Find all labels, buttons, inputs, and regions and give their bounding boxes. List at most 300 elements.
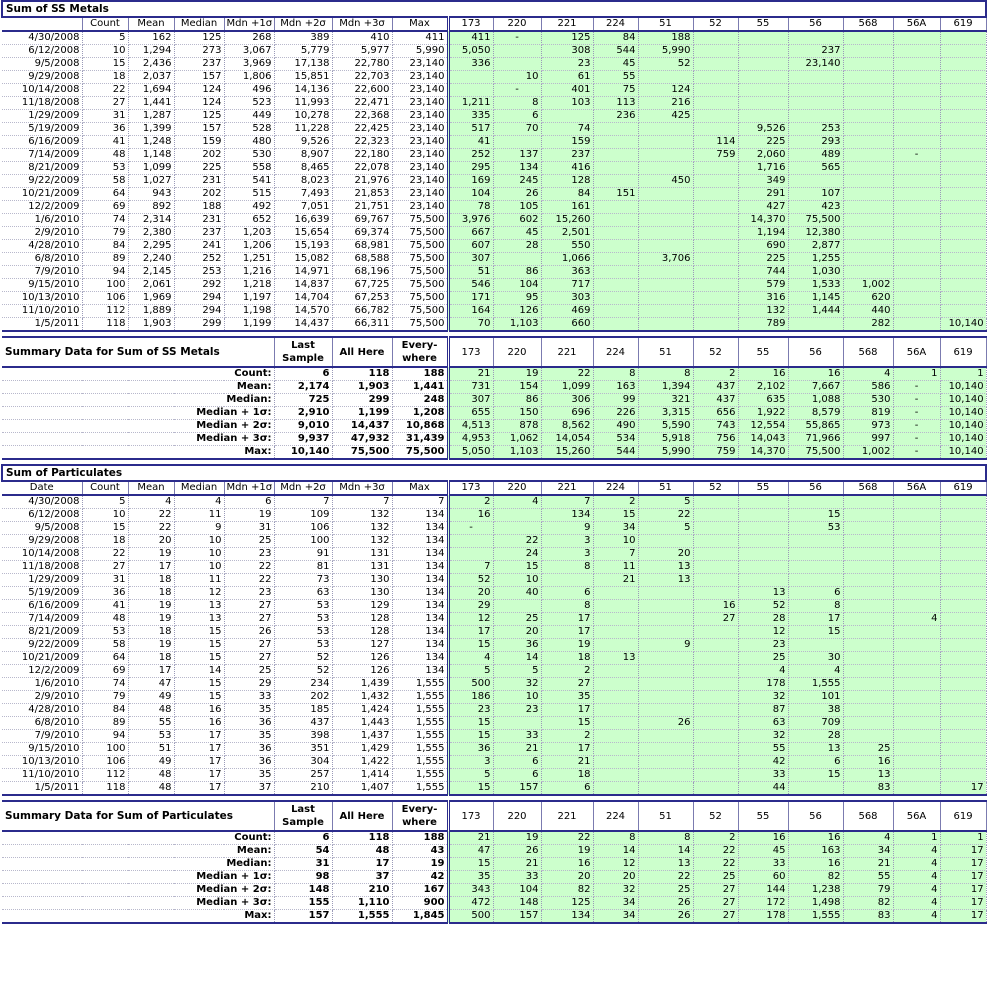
value-cell[interactable] [940, 691, 986, 704]
value-cell[interactable]: 19 [128, 639, 174, 652]
value-cell[interactable] [893, 548, 940, 561]
summary-column-header[interactable]: 224 [593, 801, 638, 831]
section-title[interactable]: Sum of SS Metals [2, 1, 986, 17]
value-cell[interactable] [843, 600, 893, 613]
value-cell[interactable]: 66,782 [332, 305, 392, 318]
value-cell[interactable]: 134 [392, 535, 448, 548]
summary-value-cell[interactable]: 4 [893, 871, 940, 884]
value-cell[interactable] [893, 45, 940, 58]
value-cell[interactable] [940, 652, 986, 665]
summary-value-cell[interactable]: 33 [493, 871, 541, 884]
value-cell[interactable]: 237 [788, 45, 843, 58]
summary-value-cell[interactable]: - [893, 394, 940, 407]
value-cell[interactable]: 35 [224, 730, 274, 743]
value-cell[interactable] [893, 678, 940, 691]
value-cell[interactable] [843, 84, 893, 97]
summary-value-cell[interactable]: 43 [392, 845, 448, 858]
summary-value-cell[interactable]: 22 [638, 871, 693, 884]
value-cell[interactable]: 5,977 [332, 45, 392, 58]
value-cell[interactable] [693, 587, 738, 600]
value-cell[interactable] [843, 162, 893, 175]
date-cell[interactable]: 11/10/2010 [2, 769, 82, 782]
summary-value-cell[interactable]: 55,865 [788, 420, 843, 433]
value-cell[interactable]: 12 [174, 587, 224, 600]
summary-value-cell[interactable]: 48 [332, 845, 392, 858]
value-cell[interactable]: 124 [174, 97, 224, 110]
value-cell[interactable]: 1,145 [788, 292, 843, 305]
value-cell[interactable]: 37 [224, 782, 274, 796]
summary-value-cell[interactable]: 656 [693, 407, 738, 420]
value-cell[interactable]: 7 [392, 495, 448, 509]
value-cell[interactable]: 607 [448, 240, 493, 253]
value-cell[interactable] [638, 214, 693, 227]
value-cell[interactable] [693, 769, 738, 782]
date-cell[interactable]: 10/14/2008 [2, 548, 82, 561]
value-cell[interactable]: 22,078 [332, 162, 392, 175]
summary-value-cell[interactable]: - [893, 433, 940, 446]
value-cell[interactable]: 6 [788, 587, 843, 600]
value-cell[interactable]: 23,140 [392, 97, 448, 110]
column-header-mdn-1-[interactable]: Mdn +1σ [224, 17, 274, 31]
value-cell[interactable]: 27 [224, 613, 274, 626]
date-cell[interactable]: 11/18/2008 [2, 561, 82, 574]
value-cell[interactable] [738, 58, 788, 71]
value-cell[interactable]: 316 [738, 292, 788, 305]
value-cell[interactable]: 33 [224, 691, 274, 704]
summary-value-cell[interactable]: 2 [693, 831, 738, 845]
value-cell[interactable]: 1,969 [128, 292, 174, 305]
value-cell[interactable] [788, 639, 843, 652]
summary-value-cell[interactable]: 26 [638, 897, 693, 910]
date-cell[interactable]: 10/14/2008 [2, 84, 82, 97]
value-cell[interactable]: 69,767 [332, 214, 392, 227]
summary-value-cell[interactable]: 10,140 [940, 381, 986, 394]
date-cell[interactable]: 7/9/2010 [2, 266, 82, 279]
summary-value-cell[interactable]: 437 [693, 381, 738, 394]
value-cell[interactable]: 52 [738, 600, 788, 613]
value-cell[interactable]: 1,422 [332, 756, 392, 769]
value-cell[interactable]: 17,138 [274, 58, 332, 71]
value-cell[interactable]: 22,471 [332, 97, 392, 110]
value-cell[interactable] [693, 495, 738, 509]
value-cell[interactable]: 10 [493, 574, 541, 587]
summary-label[interactable]: Mean: [2, 381, 274, 394]
summary-value-cell[interactable]: 10,140 [940, 394, 986, 407]
value-cell[interactable]: 33 [493, 730, 541, 743]
value-cell[interactable] [693, 574, 738, 587]
value-cell[interactable]: 134 [392, 509, 448, 522]
column-header-date[interactable] [2, 17, 82, 31]
value-cell[interactable]: 21 [493, 743, 541, 756]
summary-value-cell[interactable]: 248 [392, 394, 448, 407]
value-cell[interactable] [788, 31, 843, 45]
column-header-568[interactable]: 568 [843, 17, 893, 31]
value-cell[interactable] [893, 522, 940, 535]
column-header-mean[interactable]: Mean [128, 481, 174, 495]
value-cell[interactable] [738, 535, 788, 548]
value-cell[interactable]: 425 [638, 110, 693, 123]
value-cell[interactable] [493, 45, 541, 58]
date-cell[interactable]: 2/9/2010 [2, 691, 82, 704]
value-cell[interactable]: 48 [82, 149, 128, 162]
value-cell[interactable]: 282 [843, 318, 893, 332]
value-cell[interactable] [843, 535, 893, 548]
date-cell[interactable]: 6/16/2009 [2, 136, 82, 149]
value-cell[interactable] [843, 31, 893, 45]
value-cell[interactable] [638, 71, 693, 84]
value-cell[interactable] [693, 84, 738, 97]
summary-value-cell[interactable]: - [893, 446, 940, 460]
value-cell[interactable]: 126 [332, 652, 392, 665]
value-cell[interactable] [893, 652, 940, 665]
value-cell[interactable]: 132 [332, 535, 392, 548]
summary-value-cell[interactable]: 14,043 [738, 433, 788, 446]
date-cell[interactable]: 4/28/2010 [2, 704, 82, 717]
summary-value-cell[interactable]: 16 [738, 367, 788, 381]
summary-value-cell[interactable]: 17 [332, 858, 392, 871]
value-cell[interactable]: 22 [224, 561, 274, 574]
summary-value-cell[interactable]: 21 [843, 858, 893, 871]
value-cell[interactable] [638, 704, 693, 717]
summary-value-cell[interactable]: 27 [693, 884, 738, 897]
value-cell[interactable]: 134 [392, 639, 448, 652]
value-cell[interactable]: 2 [541, 665, 593, 678]
column-header-56[interactable]: 56 [788, 17, 843, 31]
value-cell[interactable]: 13 [788, 743, 843, 756]
summary-label[interactable]: Count: [2, 367, 274, 381]
summary-value-cell[interactable]: 22 [693, 858, 738, 871]
value-cell[interactable]: 157 [493, 782, 541, 796]
value-cell[interactable] [493, 717, 541, 730]
value-cell[interactable] [940, 227, 986, 240]
summary-value-cell[interactable]: 22 [541, 367, 593, 381]
value-cell[interactable]: 1,216 [224, 266, 274, 279]
value-cell[interactable]: 45 [593, 58, 638, 71]
value-cell[interactable] [940, 600, 986, 613]
value-cell[interactable]: 1,206 [224, 240, 274, 253]
value-cell[interactable]: 75,500 [392, 214, 448, 227]
value-cell[interactable]: 5,990 [638, 45, 693, 58]
value-cell[interactable]: 294 [174, 292, 224, 305]
value-cell[interactable] [638, 600, 693, 613]
value-cell[interactable] [788, 561, 843, 574]
value-cell[interactable]: 18 [541, 769, 593, 782]
summary-value-cell[interactable]: 4,953 [448, 433, 493, 446]
value-cell[interactable]: 17 [174, 730, 224, 743]
value-cell[interactable]: 16 [693, 600, 738, 613]
value-cell[interactable]: 1,555 [788, 678, 843, 691]
value-cell[interactable]: 188 [174, 201, 224, 214]
summary-value-cell[interactable]: 163 [788, 845, 843, 858]
value-cell[interactable] [593, 149, 638, 162]
value-cell[interactable]: 620 [843, 292, 893, 305]
value-cell[interactable]: 14,837 [274, 279, 332, 292]
value-cell[interactable]: 129 [332, 600, 392, 613]
value-cell[interactable]: 1,533 [788, 279, 843, 292]
value-cell[interactable]: 1,716 [738, 162, 788, 175]
value-cell[interactable]: 36 [82, 123, 128, 136]
value-cell[interactable]: 24 [493, 548, 541, 561]
value-cell[interactable]: 492 [224, 201, 274, 214]
summary-value-cell[interactable]: 1,199 [332, 407, 392, 420]
column-header-mdn-3-[interactable]: Mdn +3σ [332, 17, 392, 31]
value-cell[interactable]: 17 [174, 743, 224, 756]
value-cell[interactable]: 27 [224, 639, 274, 652]
value-cell[interactable] [940, 266, 986, 279]
value-cell[interactable]: 75,500 [788, 214, 843, 227]
value-cell[interactable]: 79 [82, 691, 128, 704]
value-cell[interactable]: 7 [541, 495, 593, 509]
value-cell[interactable] [638, 652, 693, 665]
value-cell[interactable]: 257 [274, 769, 332, 782]
summary-value-cell[interactable]: - [893, 381, 940, 394]
summary-value-cell[interactable]: 14,437 [332, 420, 392, 433]
value-cell[interactable] [693, 782, 738, 796]
value-cell[interactable] [693, 123, 738, 136]
value-cell[interactable]: 1,903 [128, 318, 174, 332]
column-header-51[interactable]: 51 [638, 17, 693, 31]
value-cell[interactable]: 10,140 [940, 318, 986, 332]
value-cell[interactable] [940, 626, 986, 639]
summary-value-cell[interactable]: 1,099 [541, 381, 593, 394]
value-cell[interactable] [638, 136, 693, 149]
column-header-median[interactable]: Median [174, 481, 224, 495]
date-cell[interactable]: 6/16/2009 [2, 600, 82, 613]
value-cell[interactable] [893, 266, 940, 279]
value-cell[interactable]: 52 [274, 665, 332, 678]
summary-value-cell[interactable]: 45 [738, 845, 788, 858]
date-cell[interactable]: 1/29/2009 [2, 574, 82, 587]
value-cell[interactable] [893, 71, 940, 84]
value-cell[interactable]: 401 [541, 84, 593, 97]
summary-value-cell[interactable]: 17 [940, 897, 986, 910]
value-cell[interactable] [493, 58, 541, 71]
value-cell[interactable]: 83 [843, 782, 893, 796]
summary-value-cell[interactable]: 8 [593, 831, 638, 845]
value-cell[interactable]: 41 [82, 600, 128, 613]
value-cell[interactable] [940, 613, 986, 626]
value-cell[interactable]: 1,399 [128, 123, 174, 136]
summary-column-header[interactable]: 51 [638, 801, 693, 831]
value-cell[interactable] [893, 31, 940, 45]
value-cell[interactable]: 18 [128, 652, 174, 665]
value-cell[interactable] [940, 162, 986, 175]
summary-value-cell[interactable]: 75,500 [332, 446, 392, 460]
value-cell[interactable]: 23 [224, 587, 274, 600]
value-cell[interactable]: 55 [738, 743, 788, 756]
value-cell[interactable]: 81 [274, 561, 332, 574]
value-cell[interactable] [893, 253, 940, 266]
summary-value-cell[interactable]: 17 [940, 910, 986, 924]
value-cell[interactable]: 1,030 [788, 266, 843, 279]
summary-label[interactable]: Median + 2σ: [2, 884, 274, 897]
value-cell[interactable]: 48 [128, 769, 174, 782]
value-cell[interactable]: 6 [493, 769, 541, 782]
summary-column-header[interactable]: 220 [493, 337, 541, 367]
value-cell[interactable]: 112 [82, 769, 128, 782]
value-cell[interactable]: 26 [638, 717, 693, 730]
value-cell[interactable] [940, 31, 986, 45]
value-cell[interactable] [843, 639, 893, 652]
value-cell[interactable]: 3,976 [448, 214, 493, 227]
value-cell[interactable]: 178 [738, 678, 788, 691]
summary-value-cell[interactable]: 1,062 [493, 433, 541, 446]
value-cell[interactable]: 17 [788, 613, 843, 626]
value-cell[interactable] [843, 717, 893, 730]
value-cell[interactable] [940, 136, 986, 149]
column-header-count[interactable]: Count [82, 17, 128, 31]
value-cell[interactable]: 1,414 [332, 769, 392, 782]
summary-value-cell[interactable]: 8,579 [788, 407, 843, 420]
value-cell[interactable]: 127 [332, 639, 392, 652]
summary-value-cell[interactable]: 5,918 [638, 433, 693, 446]
value-cell[interactable] [493, 522, 541, 535]
value-cell[interactable]: 5 [82, 495, 128, 509]
value-cell[interactable] [693, 162, 738, 175]
value-cell[interactable] [843, 45, 893, 58]
value-cell[interactable] [693, 45, 738, 58]
date-cell[interactable]: 10/21/2009 [2, 188, 82, 201]
value-cell[interactable]: 16 [174, 704, 224, 717]
summary-value-cell[interactable]: 26 [493, 845, 541, 858]
value-cell[interactable] [493, 600, 541, 613]
value-cell[interactable]: 17 [174, 769, 224, 782]
value-cell[interactable] [893, 509, 940, 522]
value-cell[interactable]: 411 [392, 31, 448, 45]
value-cell[interactable]: 27 [82, 97, 128, 110]
summary-value-cell[interactable]: 307 [448, 394, 493, 407]
value-cell[interactable]: 2 [541, 730, 593, 743]
value-cell[interactable] [638, 149, 693, 162]
value-cell[interactable]: 162 [128, 31, 174, 45]
value-cell[interactable]: 63 [738, 717, 788, 730]
value-cell[interactable] [893, 717, 940, 730]
summary-value-cell[interactable]: 178 [738, 910, 788, 924]
value-cell[interactable]: - [493, 84, 541, 97]
summary-column-header[interactable]: 220 [493, 801, 541, 831]
summary-value-cell[interactable]: 118 [332, 367, 392, 381]
value-cell[interactable] [940, 548, 986, 561]
value-cell[interactable] [893, 587, 940, 600]
value-cell[interactable]: 131 [332, 561, 392, 574]
value-cell[interactable]: 1,103 [493, 318, 541, 332]
column-header-224[interactable]: 224 [593, 481, 638, 495]
value-cell[interactable]: 15 [174, 678, 224, 691]
value-cell[interactable] [593, 600, 638, 613]
value-cell[interactable]: 130 [332, 574, 392, 587]
value-cell[interactable] [843, 240, 893, 253]
value-cell[interactable]: 12 [448, 613, 493, 626]
value-cell[interactable]: 18 [82, 535, 128, 548]
summary-value-cell[interactable]: 1,845 [392, 910, 448, 924]
value-cell[interactable]: 4 [174, 495, 224, 509]
value-cell[interactable]: 78 [448, 201, 493, 214]
summary-value-cell[interactable]: - [893, 420, 940, 433]
value-cell[interactable]: 13 [593, 652, 638, 665]
column-header-mdn-3-[interactable]: Mdn +3σ [332, 481, 392, 495]
value-cell[interactable] [843, 97, 893, 110]
value-cell[interactable]: 125 [174, 31, 224, 45]
value-cell[interactable]: 41 [82, 136, 128, 149]
summary-value-cell[interactable]: 8,562 [541, 420, 593, 433]
value-cell[interactable]: 134 [493, 162, 541, 175]
value-cell[interactable]: 8 [541, 561, 593, 574]
summary-value-cell[interactable]: 163 [593, 381, 638, 394]
value-cell[interactable]: 27 [82, 561, 128, 574]
value-cell[interactable]: 546 [448, 279, 493, 292]
value-cell[interactable]: 1,002 [843, 279, 893, 292]
value-cell[interactable] [693, 58, 738, 71]
summary-value-cell[interactable]: 9,010 [274, 420, 332, 433]
value-cell[interactable] [940, 665, 986, 678]
summary-title[interactable]: Summary Data for Sum of SS Metals [2, 337, 274, 367]
value-cell[interactable]: 14,136 [274, 84, 332, 97]
summary-value-cell[interactable]: 19 [493, 367, 541, 381]
value-cell[interactable]: 109 [274, 509, 332, 522]
value-cell[interactable] [843, 188, 893, 201]
summary-value-cell[interactable]: 34 [593, 910, 638, 924]
value-cell[interactable]: 125 [541, 31, 593, 45]
value-cell[interactable] [638, 587, 693, 600]
value-cell[interactable]: 70 [493, 123, 541, 136]
value-cell[interactable] [638, 626, 693, 639]
value-cell[interactable] [940, 535, 986, 548]
value-cell[interactable]: 131 [332, 548, 392, 561]
value-cell[interactable] [843, 110, 893, 123]
value-cell[interactable]: 7 [274, 495, 332, 509]
value-cell[interactable] [738, 522, 788, 535]
value-cell[interactable] [893, 84, 940, 97]
summary-label[interactable]: Median + 2σ: [2, 420, 274, 433]
summary-value-cell[interactable]: 5,050 [448, 446, 493, 460]
value-cell[interactable]: 31 [82, 574, 128, 587]
value-cell[interactable] [638, 305, 693, 318]
column-header-619[interactable]: 619 [940, 17, 986, 31]
column-header-max[interactable]: Max [392, 17, 448, 31]
value-cell[interactable] [593, 292, 638, 305]
date-cell[interactable]: 12/2/2009 [2, 201, 82, 214]
summary-value-cell[interactable]: 2 [693, 367, 738, 381]
value-cell[interactable]: 28 [738, 613, 788, 626]
summary-value-cell[interactable]: 157 [274, 910, 332, 924]
value-cell[interactable]: 75,500 [392, 318, 448, 332]
value-cell[interactable] [843, 495, 893, 509]
value-cell[interactable] [638, 318, 693, 332]
summary-value-cell[interactable]: 82 [541, 884, 593, 897]
value-cell[interactable]: 892 [128, 201, 174, 214]
value-cell[interactable]: 2,501 [541, 227, 593, 240]
value-cell[interactable] [893, 600, 940, 613]
value-cell[interactable]: 10 [174, 548, 224, 561]
value-cell[interactable] [940, 639, 986, 652]
column-header-220[interactable]: 220 [493, 17, 541, 31]
summary-value-cell[interactable]: 75,500 [392, 446, 448, 460]
summary-value-cell[interactable]: 54 [274, 845, 332, 858]
value-cell[interactable] [738, 97, 788, 110]
value-cell[interactable]: 27 [693, 613, 738, 626]
value-cell[interactable]: 530 [224, 149, 274, 162]
value-cell[interactable] [593, 201, 638, 214]
value-cell[interactable]: 7,493 [274, 188, 332, 201]
value-cell[interactable]: 130 [332, 587, 392, 600]
value-cell[interactable]: 53 [82, 162, 128, 175]
value-cell[interactable]: 1,555 [392, 717, 448, 730]
summary-value-cell[interactable]: 25 [638, 884, 693, 897]
date-cell[interactable]: 4/30/2008 [2, 31, 82, 45]
value-cell[interactable] [893, 561, 940, 574]
value-cell[interactable]: 27 [541, 678, 593, 691]
value-cell[interactable] [940, 756, 986, 769]
